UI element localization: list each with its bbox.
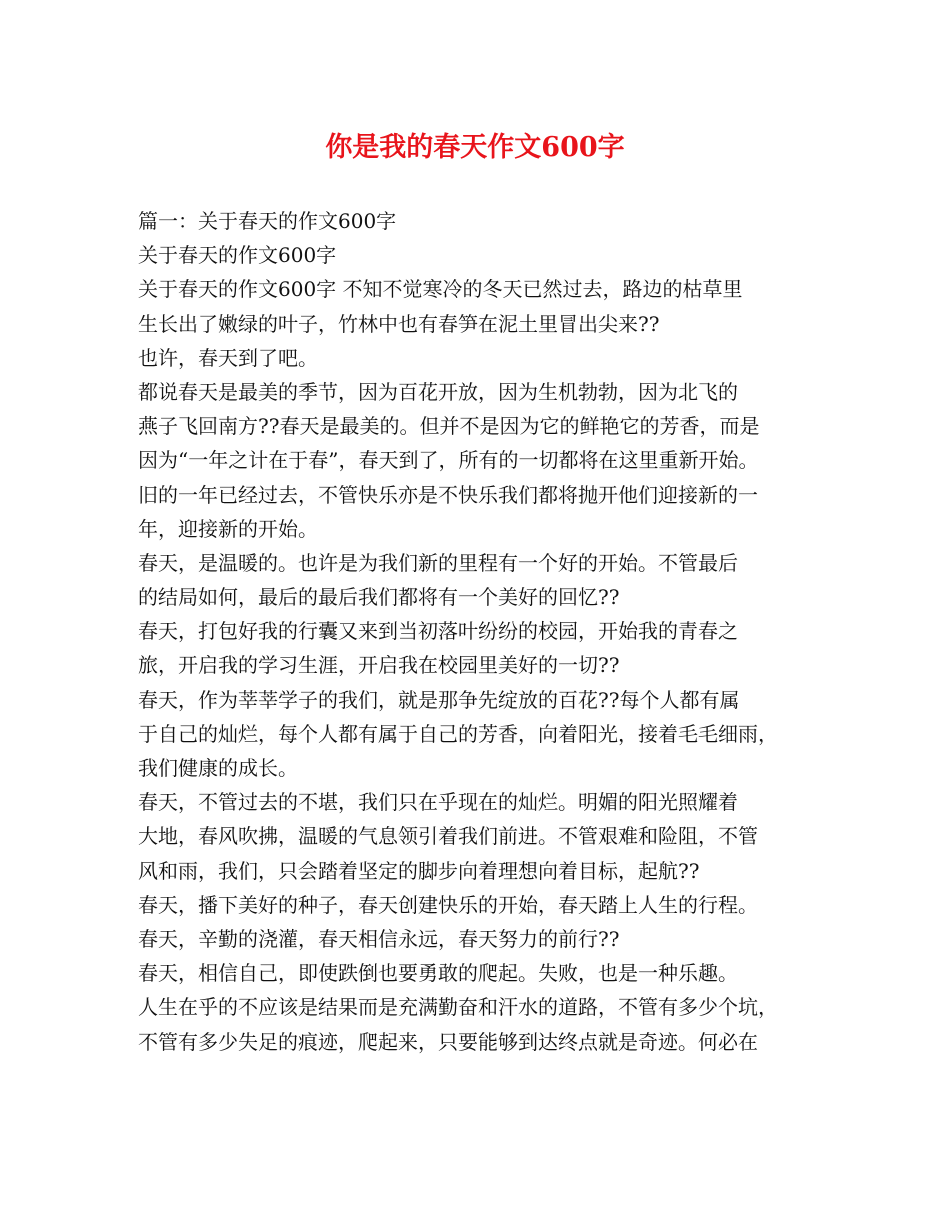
text-line: 关于春天的作文600字 不知不觉寒冷的冬天已然过去，路边的枯草里 bbox=[138, 277, 743, 302]
text-line: 因为“一年之计在于春”，春天到了，所有的一切都将在这里重新开始。 bbox=[138, 448, 759, 473]
text-line: 春天，相信自己，即使跌倒也要勇敢的爬起。失败，也是一种乐趣。 bbox=[138, 961, 738, 986]
text-line: 于自己的灿烂，每个人都有属于自己的芳香，向着阳光，接着毛毛细雨， bbox=[138, 721, 778, 746]
text-line: 春天，不管过去的不堪，我们只在乎现在的灿烂。明媚的阳光照耀着 bbox=[138, 790, 738, 815]
text-line: 春天，作为莘莘学子的我们，就是那争先绽放的百花??每个人都有属 bbox=[138, 687, 740, 712]
text-line: 春天，播下美好的种子，春天创建快乐的开始，春天踏上人生的行程。 bbox=[138, 892, 758, 917]
document-body bbox=[138, 204, 818, 1059]
text-line: 春天，是温暖的。也许是为我们新的里程有一个好的开始。不管最后 bbox=[138, 550, 738, 575]
text-line: 的结局如何，最后的最后我们都将有一个美好的回忆?? bbox=[138, 585, 620, 610]
text-line: 人生在乎的不应该是结果而是充满勤奋和汗水的道路，不管有多少个坑， bbox=[138, 995, 778, 1020]
text-line: 都说春天是最美的季节，因为百花开放，因为生机勃勃，因为北飞的 bbox=[138, 379, 738, 404]
text-line: 篇一：关于春天的作文600字 bbox=[138, 209, 397, 233]
text-line: 我们健康的成长。 bbox=[138, 756, 298, 780]
text-line: 风和雨，我们，只会踏着坚定的脚步向着理想向着目标，起航?? bbox=[138, 858, 700, 883]
text-line: 春天，打包好我的行囊又来到当初落叶纷纷的校园，开始我的青春之 bbox=[138, 619, 738, 644]
text-line: 生长出了嫩绿的叶子，竹林中也有春笋在泥土里冒出尖来?? bbox=[138, 311, 660, 336]
text-line: 不管有多少失足的痕迹，爬起来，只要能够到达终点就是奇迹。何必在 bbox=[138, 1029, 758, 1054]
text-line: 春天，辛勤的浇灌，春天相信永远，春天努力的前行?? bbox=[138, 926, 620, 951]
text-line: 关于春天的作文600字 bbox=[138, 243, 337, 268]
text-line: 旅，开启我的学习生涯，开启我在校园里美好的一切?? bbox=[138, 653, 620, 678]
text-line: 年，迎接新的开始。 bbox=[138, 516, 318, 541]
text-line: 燕子飞回南方??春天是最美的。但并不是因为它的鲜艳它的芳香，而是 bbox=[138, 414, 760, 439]
text-line: 也许，春天到了吧。 bbox=[138, 345, 318, 370]
document-title: 你是我的春天作文600字 bbox=[325, 132, 625, 163]
text-line: 旧的一年已经过去，不管快乐亦是不快乐我们都将抛开他们迎接新的一 bbox=[138, 482, 758, 507]
text-line: 大地，春风吹拂，温暖的气息领引着我们前进。不管艰难和险阻，不管 bbox=[138, 824, 758, 849]
